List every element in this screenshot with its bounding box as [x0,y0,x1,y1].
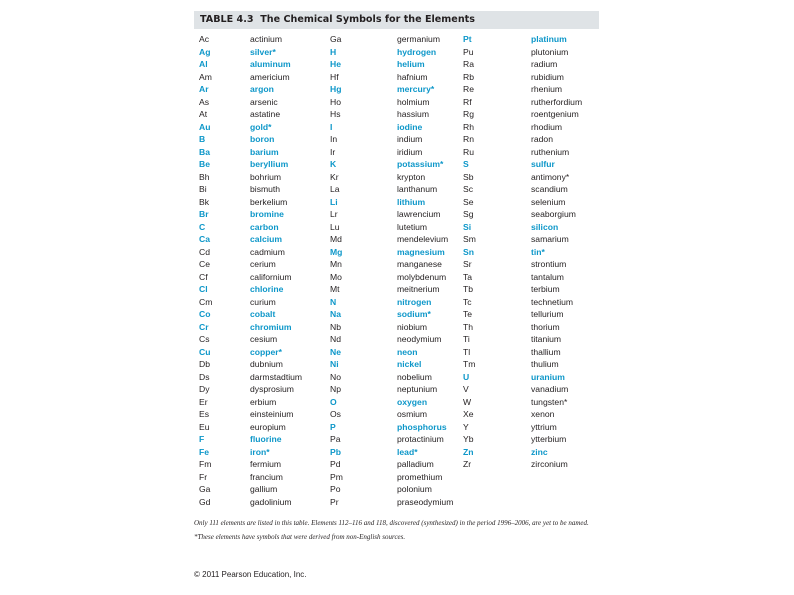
element-name: einsteinium [250,409,294,419]
table-row [194,421,599,434]
element-symbol: Hs [330,109,341,119]
table-row [194,46,599,59]
element-name: fluorine [250,434,282,444]
element-symbol: Os [330,409,341,419]
element-symbol: Si [463,221,472,232]
element-name: platinum [531,34,567,44]
table-row [194,258,599,271]
element-symbol: Ar [199,84,209,94]
element-name: gallium [250,484,278,494]
element-symbol: Cl [199,284,208,294]
element-symbol: Pm [330,471,343,482]
element-name: barium [250,146,279,157]
element-name: germanium [397,34,440,44]
element-name: holmium [397,96,430,107]
element-name: tantalum [531,271,564,282]
table-row [194,171,599,184]
element-name: californium [250,271,292,282]
table-row [194,121,599,134]
element-symbol: Pr [330,496,339,507]
element-symbol: Md [330,234,342,244]
element-symbol: Ga [330,34,342,44]
element-name: meitnerium [397,284,440,294]
element-symbol: Np [330,384,341,394]
element-symbol: W [463,396,472,407]
element-name: cobalt [250,309,276,319]
element-symbol: U [463,371,470,382]
element-symbol: Fe [199,446,210,457]
element-name: berkelium [250,196,288,207]
element-name: manganese [397,259,442,269]
element-symbol: Na [330,309,341,319]
element-name: darmstadtium [250,371,303,382]
element-name: cerium [250,259,276,269]
table-row [194,383,599,396]
element-name: tellurium [531,309,564,319]
element-symbol: Bi [199,184,207,194]
element-symbol: Ru [463,146,474,157]
element-symbol: Nd [330,334,341,344]
element-symbol: Xe [463,409,474,419]
element-symbol: Ra [463,59,474,69]
element-symbol: Tl [463,346,471,357]
element-name: carbon [250,221,279,232]
table-row [194,458,599,471]
element-name: zinc [531,446,548,457]
table-row [194,483,599,496]
element-symbol: Am [199,71,212,82]
table-row [194,133,599,146]
element-symbol: Sn [463,246,474,257]
element-name: titanium [531,334,562,344]
element-symbol: P [330,421,336,432]
element-name: iridium [397,146,423,157]
element-name: cesium [250,334,278,344]
element-name: zirconium [531,459,568,469]
element-symbol: Po [330,484,341,494]
table-row [194,208,599,221]
element-symbol: As [199,96,210,107]
element-name: thorium [531,321,560,332]
element-name: gold* [250,121,272,132]
element-symbol: Rf [463,96,472,107]
element-name: krypton [397,171,426,182]
table-row [194,308,599,321]
element-symbol: Tm [463,359,476,369]
table-row [194,233,599,246]
element-name: seaborgium [531,209,576,219]
element-symbol: Kr [330,171,339,182]
element-name: radium [531,59,558,69]
element-name: plutonium [531,46,569,57]
table-row [194,333,599,346]
element-symbol: Dy [199,384,210,394]
element-name: beryllium [250,159,289,169]
element-symbol: Tb [463,284,474,294]
footnotes [194,518,604,543]
element-name: roentgenium [531,109,579,119]
element-symbol: Cm [199,296,213,307]
element-symbol: Db [199,359,210,369]
element-name: radon [531,134,553,144]
element-symbol: Sb [463,171,474,182]
element-name: vanadium [531,384,569,394]
table-row [194,108,599,121]
element-symbol: Th [463,321,474,332]
element-symbol: Mo [330,271,342,282]
table-row [194,58,599,71]
table-number: TABLE 4.3 [200,14,254,25]
element-symbol: Ce [199,259,210,269]
element-symbol: Ca [199,234,210,244]
element-symbol: Tc [463,296,472,307]
element-name: promethium [397,471,443,482]
element-name: samarium [531,234,569,244]
element-name: xenon [531,409,555,419]
element-symbol: Ds [199,371,210,382]
element-name: yttrium [531,421,557,432]
element-symbol: La [330,184,340,194]
element-name: antimony* [531,171,570,182]
element-symbol: Rn [463,134,474,144]
element-symbol: Pb [330,446,341,457]
element-name: cadmium [250,246,285,257]
table-row [194,196,599,209]
element-symbol: Fr [199,471,208,482]
table-row [194,96,599,109]
element-symbol: Lr [330,209,338,219]
element-name: iron* [250,446,270,457]
element-name: selenium [531,196,566,207]
element-symbol: H [330,46,337,57]
element-symbol: At [199,109,208,119]
element-name: helium [397,59,425,69]
element-symbol: I [330,121,333,132]
table-row [194,358,599,371]
element-symbol: Sg [463,209,474,219]
element-name: astatine [250,109,281,119]
element-name: silver* [250,46,276,57]
element-name: niobium [397,321,428,332]
element-symbol: Ni [330,359,339,369]
element-symbol: Bh [199,171,210,182]
element-symbol: In [330,134,338,144]
element-symbol: Yb [463,434,474,444]
element-symbol: Rh [463,121,474,132]
element-name: copper* [250,346,282,357]
element-name: americium [250,71,290,82]
element-symbol: Li [330,196,338,207]
element-symbol: Er [199,396,208,407]
element-name: sulfur [531,159,555,169]
element-symbol: Mn [330,259,342,269]
element-name: bismuth [250,184,281,194]
table-row [194,371,599,384]
element-name: molybdenum [397,271,447,282]
element-symbol: Br [199,209,209,219]
element-name: nobelium [397,371,432,382]
element-name: gadolinium [250,496,292,507]
table-row [194,221,599,234]
table-row [194,283,599,296]
element-symbol: Ti [463,334,470,344]
element-symbol: Co [199,309,211,319]
element-name: palladium [397,459,434,469]
element-symbol: Zr [463,459,472,469]
table-row [194,71,599,84]
element-name: protactinium [397,434,444,444]
element-name: oxygen [397,396,428,407]
element-symbol: Hf [330,71,339,82]
element-symbol: Zn [463,446,474,457]
element-symbol: Rb [463,71,474,82]
element-name: dubnium [250,359,283,369]
element-symbol: Gd [199,496,211,507]
element-symbol: S [463,159,469,169]
element-name: europium [250,421,286,432]
element-name: rhodium [531,121,563,132]
table-row [194,158,599,171]
element-name: nickel [397,359,422,369]
element-symbol: Ac [199,34,210,44]
element-symbol: Lu [330,221,340,232]
table-row [194,83,599,96]
element-symbol: Pa [330,434,341,444]
element-name: rhenium [531,84,563,94]
element-name: aluminum [250,59,291,69]
element-name: fermium [250,459,282,469]
element-symbol: Nb [330,321,341,332]
element-name: lead* [397,446,418,457]
element-name: uranium [531,371,565,382]
element-name: chromium [250,321,292,332]
element-name: neodymium [397,334,442,344]
element-name: actinium [250,34,282,44]
element-symbol: B [199,134,206,144]
element-name: lanthanum [397,184,438,194]
element-name: bohrium [250,171,282,182]
element-name: rubidium [531,71,564,82]
element-symbol: Au [199,121,211,132]
table-row [194,408,599,421]
element-symbol: Te [463,309,473,319]
table-row [194,271,599,284]
element-name: strontium [531,259,567,269]
table-row [194,433,599,446]
element-name: boron [250,134,275,144]
element-symbol: Se [463,196,474,207]
element-symbol: Ga [199,484,211,494]
element-symbol: Cu [199,346,211,357]
element-name: thulium [531,359,559,369]
element-symbol: K [330,159,337,169]
element-symbol: Al [199,59,208,69]
element-name: mercury* [397,84,435,94]
element-symbol: Cs [199,334,210,344]
element-name: scandium [531,184,568,194]
elements-table [194,33,599,508]
element-name: neptunium [397,384,438,394]
element-symbol: Ho [330,96,341,107]
element-name: technetium [531,296,574,307]
element-symbol: Eu [199,421,210,432]
element-symbol: Bk [199,196,210,207]
element-symbol: Cr [199,321,209,332]
footnote-count: Only 111 elements are listed in this table. Elements 112–116 and 118, discovered (synthesized) in the period 1996–2006, are yet to be named. [194,519,589,527]
element-symbol: Be [199,159,210,169]
element-symbol: Pu [463,46,474,57]
element-name: tungsten* [531,396,568,407]
element-symbol: Ne [330,346,341,357]
element-symbol: No [330,371,341,382]
element-name: nitrogen [397,296,432,307]
element-symbol: Re [463,84,474,94]
element-name: curium [250,296,276,307]
element-name: dysprosium [250,384,294,394]
element-name: ruthenium [531,146,570,157]
element-symbol: Fm [199,459,212,469]
element-symbol: F [199,434,205,444]
element-name: magnesium [397,246,445,257]
element-name: francium [250,471,283,482]
element-name: argon [250,84,274,94]
element-symbol: Rg [463,109,474,119]
element-symbol: Pd [330,459,341,469]
element-name: lithium [397,196,426,207]
element-name: chlorine [250,284,284,294]
element-name: hafnium [397,71,428,82]
table-row [194,446,599,459]
element-name: hassium [397,109,429,119]
element-name: lawrencium [397,209,441,219]
element-name: tin* [531,246,545,257]
table-row [194,146,599,159]
element-symbol: Es [199,409,210,419]
element-symbol: Hg [330,84,342,94]
element-name: terbium [531,284,560,294]
element-name: lutetium [397,221,428,232]
table-row [194,296,599,309]
element-name: calcium [250,234,283,244]
table-row [194,183,599,196]
element-name: iodine [397,121,423,132]
element-name: thallium [531,346,561,357]
element-symbol: Mg [330,246,343,257]
element-name: osmium [397,409,428,419]
element-symbol: N [330,296,337,307]
element-symbol: C [199,221,206,232]
element-name: potassium* [397,159,444,169]
table-row [194,471,599,484]
table-row [194,33,599,46]
element-name: bromine [250,209,284,219]
table-row [194,246,599,259]
element-symbol: Pt [463,34,472,44]
table-title: The Chemical Symbols for the Elements [260,14,475,25]
element-symbol: Sm [463,234,476,244]
element-name: polonium [397,484,432,494]
element-symbol: Sc [463,184,474,194]
copyright: © 2011 Pearson Education, Inc. [194,570,307,579]
element-symbol: Ba [199,146,210,157]
element-name: mendelevium [397,234,449,244]
element-symbol: Ir [330,146,336,157]
element-symbol: Cd [199,246,210,257]
element-name: phosphorus [397,421,447,432]
table-row [194,496,599,509]
element-name: indium [397,134,423,144]
element-symbol: He [330,59,341,69]
table-row [194,396,599,409]
element-name: neon [397,346,418,357]
element-symbol: Mt [330,284,340,294]
element-name: rutherfordium [531,96,583,107]
element-name: hydrogen [397,46,437,57]
element-name: erbium [250,396,277,407]
element-name: silicon [531,221,559,232]
table-row [194,346,599,359]
table-row [194,321,599,334]
element-symbol: Sr [463,259,472,269]
element-name: ytterbium [531,434,567,444]
element-symbol: Ag [199,46,211,57]
element-name: arsenic [250,96,278,107]
element-name: sodium* [397,309,431,319]
element-name: praseodymium [397,496,454,507]
footnote-symbols: *These elements have symbols that were derived from non-English sources. [194,533,406,541]
element-symbol: Y [463,421,469,432]
table-header [194,11,599,29]
element-symbol: O [330,396,337,407]
element-symbol: V [463,384,469,394]
element-symbol: Ta [463,271,473,282]
element-symbol: Cf [199,271,208,282]
